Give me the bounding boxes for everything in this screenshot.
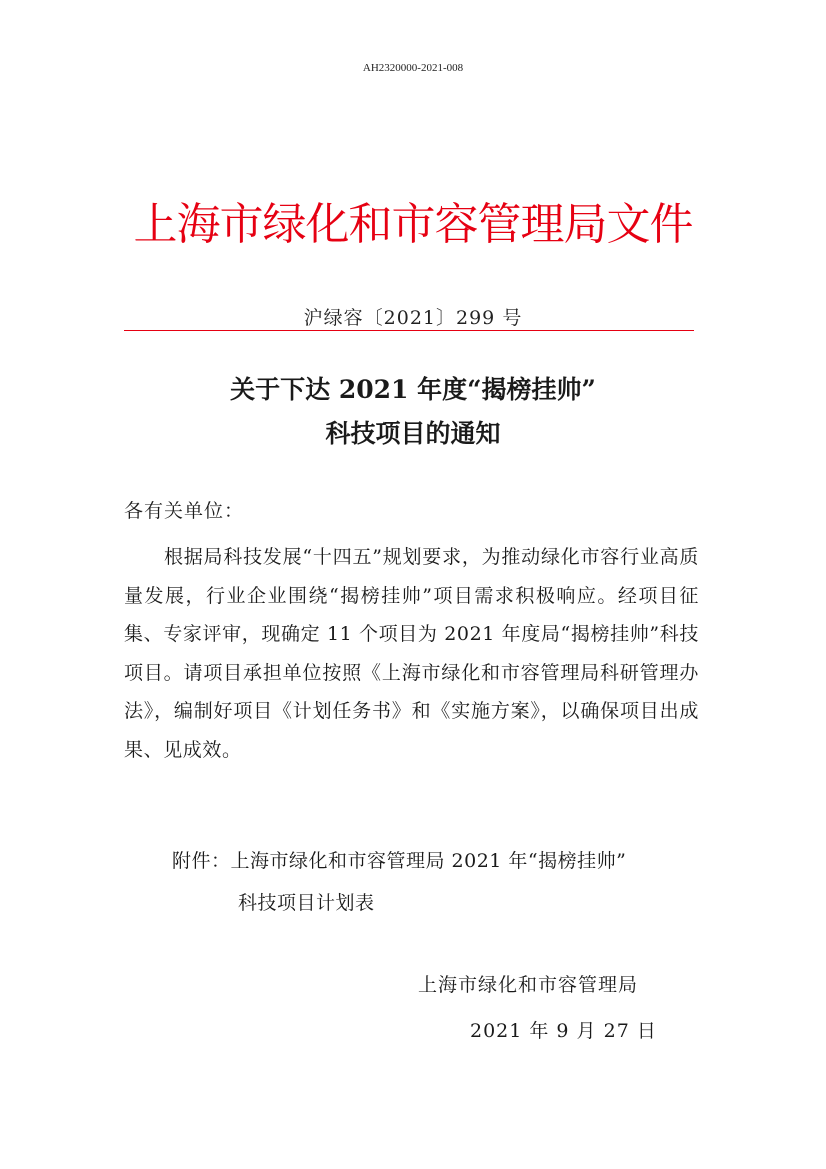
salutation: 各有关单位： — [124, 500, 245, 522]
issue-date: 2021 年 9 月 27 日 — [470, 1020, 657, 1042]
attachment-line-1: 附件：上海市绿化和市容管理局 2021 年“揭榜挂帅” — [172, 850, 627, 872]
document-code: AH2320000-2021-008 — [362, 62, 464, 74]
document-number: 沪绿容〔2021〕299 号 — [303, 307, 523, 329]
title-line-2: 科技项目的通知 — [325, 419, 501, 448]
title-line-1: 关于下达 2021 年度“揭榜挂帅” — [230, 375, 596, 404]
issuer-signature: 上海市绿化和市容管理局 — [418, 974, 639, 996]
body-paragraph: 根据局科技发展“十四五”规划要求，为推动绿化市容行业高质量发展，行业企业围绕“揭榜挂帅”项目需求积极响应。经项目征集、专家评审，现确定 11 个项目为 2021 年度局“揭榜挂帅”科技项目。请项目承担单位按照《上海市绿化和市容管理局科研管理办法》，编制好项目《计划任务书》和《实施方案》，以确保项目出成果、见成效。 — [124, 546, 699, 761]
attachment-line-2: 科技项目计划表 — [238, 892, 375, 914]
issuer-header: 上海市绿化和市容管理局文件 — [133, 199, 693, 250]
attachment-note — [172, 840, 702, 924]
red-divider — [124, 330, 694, 331]
document-title — [0, 368, 826, 456]
